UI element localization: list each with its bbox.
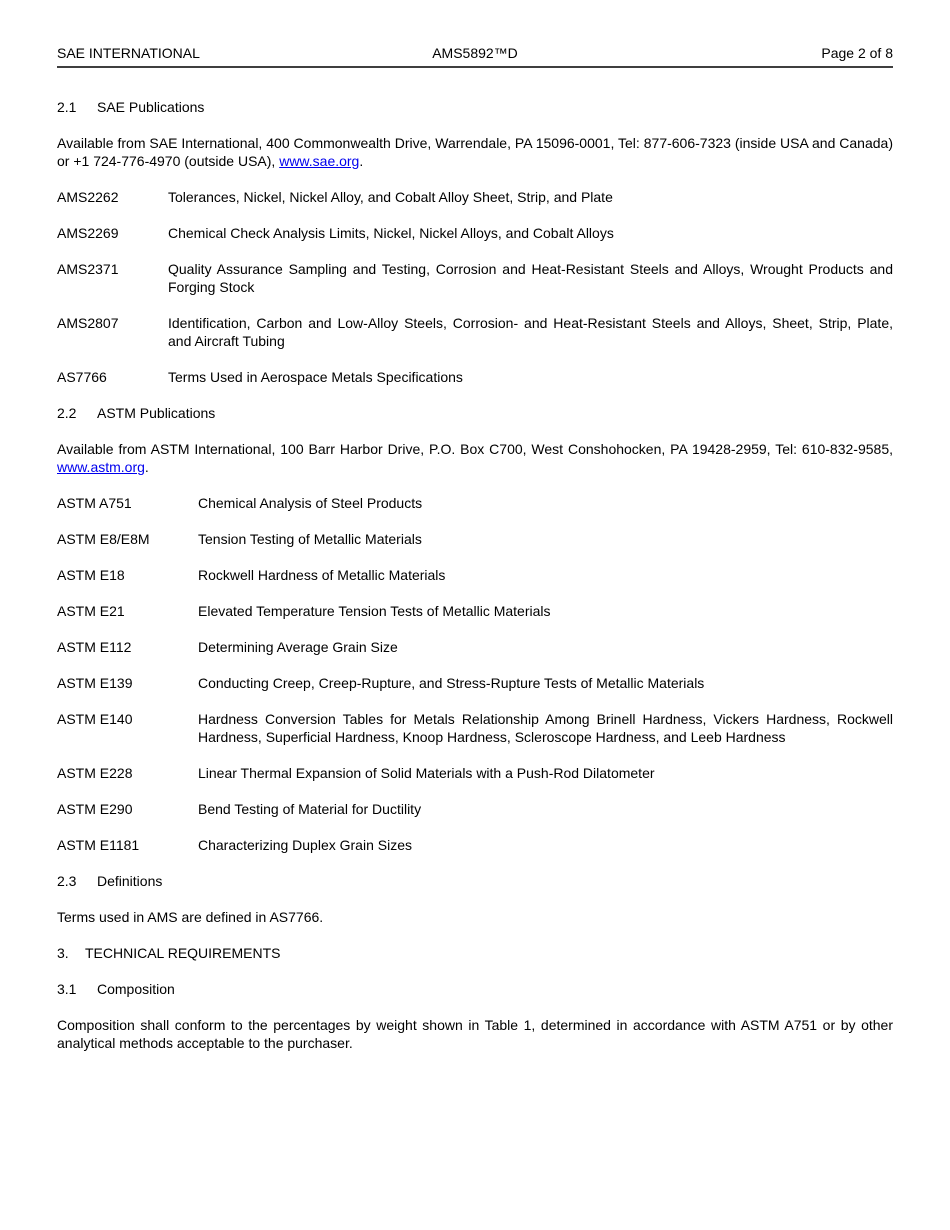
section-title: SAE Publications bbox=[97, 99, 205, 115]
reference-row-astm-e8 bbox=[57, 530, 893, 548]
section-title: Composition bbox=[97, 981, 175, 997]
reference-code: ASTM E228 bbox=[57, 765, 133, 781]
reference-title: Identification, Carbon and Low-Alloy Steels, Corrosion- and Heat-Resistant Steels and Alloys, Sheet, Strip, Plate, and Aircraft Tubing bbox=[168, 315, 893, 349]
section-heading-2-2 bbox=[57, 404, 893, 422]
astm-org-link[interactable]: www.astm.org bbox=[57, 459, 145, 475]
reference-title: Tension Testing of Metallic Materials bbox=[198, 531, 422, 547]
reference-row-astm-e140 bbox=[57, 710, 893, 746]
reference-title: Rockwell Hardness of Metallic Materials bbox=[198, 567, 446, 583]
reference-row-as7766 bbox=[57, 368, 893, 386]
reference-code: ASTM A751 bbox=[57, 495, 132, 511]
reference-code: ASTM E140 bbox=[57, 711, 133, 727]
section-title: ASTM Publications bbox=[97, 405, 216, 421]
reference-title: Tolerances, Nickel, Nickel Alloy, and Cobalt Alloy Sheet, Strip, and Plate bbox=[168, 189, 613, 205]
page-header bbox=[57, 44, 893, 62]
astm-availability-period: . bbox=[144, 459, 149, 475]
definitions-paragraph: Terms used in AMS are defined in AS7766. bbox=[57, 909, 324, 925]
section-title: TECHNICAL REQUIREMENTS bbox=[85, 945, 281, 961]
reference-code: ASTM E139 bbox=[57, 675, 133, 691]
reference-row-astm-e1181 bbox=[57, 836, 893, 854]
reference-row-astm-e21 bbox=[57, 602, 893, 620]
astm-availability-paragraph bbox=[57, 440, 893, 476]
reference-code: ASTM E21 bbox=[57, 603, 125, 619]
section-title: Definitions bbox=[97, 873, 163, 889]
reference-title: Elevated Temperature Tension Tests of Metallic Materials bbox=[198, 603, 551, 619]
reference-row-astm-e139 bbox=[57, 674, 893, 692]
reference-row-astm-a751 bbox=[57, 494, 893, 512]
reference-row-astm-e228 bbox=[57, 764, 893, 782]
reference-code: ASTM E1181 bbox=[57, 837, 140, 853]
sae-org-link[interactable]: www.sae.org bbox=[279, 153, 360, 169]
header-page-number: Page 2 of 8 bbox=[821, 45, 893, 61]
reference-code: ASTM E8/E8M bbox=[57, 531, 150, 547]
section-heading-2-1 bbox=[57, 98, 893, 116]
sae-availability-paragraph bbox=[57, 134, 893, 170]
reference-code: AMS2371 bbox=[57, 261, 119, 277]
reference-row-ams2262 bbox=[57, 188, 893, 206]
reference-code: ASTM E290 bbox=[57, 801, 133, 817]
reference-row-astm-e112 bbox=[57, 638, 893, 656]
astm-availability-text: Available from ASTM International, 100 Barr Harbor Drive, P.O. Box C700, West Conshohocken, PA 19428-2959, Tel: 610-832-9585, bbox=[57, 441, 893, 457]
reference-title: Bend Testing of Material for Ductility bbox=[198, 801, 422, 817]
reference-code: AMS2269 bbox=[57, 225, 119, 241]
header-rule bbox=[57, 66, 893, 68]
reference-title: Chemical Analysis of Steel Products bbox=[198, 495, 423, 511]
section-number: 3. bbox=[57, 945, 69, 961]
section-number: 2.3 bbox=[57, 873, 77, 889]
reference-title: Characterizing Duplex Grain Sizes bbox=[198, 837, 412, 853]
section-heading-2-3 bbox=[57, 872, 893, 890]
section-heading-3-1 bbox=[57, 980, 893, 998]
header-document-number: AMS5892™D bbox=[432, 45, 518, 61]
reference-row-astm-e290 bbox=[57, 800, 893, 818]
reference-title: Hardness Conversion Tables for Metals Relationship Among Brinell Hardness, Vickers Hardness, Rockwell Hardness, Superficial Hardness, Knoop Hardness, Scleroscope Hardness, and Leeb Hardness bbox=[198, 711, 893, 745]
reference-title: Terms Used in Aerospace Metals Specifications bbox=[168, 369, 463, 385]
reference-title: Quality Assurance Sampling and Testing, Corrosion and Heat-Resistant Steels and Alloys, Wrought Products and Forging Stock bbox=[168, 261, 893, 295]
reference-code: AMS2807 bbox=[57, 315, 119, 331]
reference-code: AMS2262 bbox=[57, 189, 119, 205]
header-company: SAE INTERNATIONAL bbox=[57, 45, 200, 61]
reference-code: ASTM E112 bbox=[57, 639, 132, 655]
reference-code: ASTM E18 bbox=[57, 567, 125, 583]
reference-row-ams2269 bbox=[57, 224, 893, 242]
section-heading-3 bbox=[57, 944, 893, 962]
reference-title: Chemical Check Analysis Limits, Nickel, Nickel Alloys, and Cobalt Alloys bbox=[168, 225, 614, 241]
reference-row-ams2371 bbox=[57, 260, 893, 296]
reference-code: AS7766 bbox=[57, 369, 107, 385]
sae-availability-text: Available from SAE International, 400 Commonwealth Drive, Warrendale, PA 15096-0001, Tel: 877-606-7323 (inside USA and Canada) or +1 724-776-4970 (outside USA), bbox=[57, 135, 893, 169]
reference-row-astm-e18 bbox=[57, 566, 893, 584]
composition-paragraph: Composition shall conform to the percentages by weight shown in Table 1, determined in accordance with ASTM A751 or by other analytical methods acceptable to the purchaser. bbox=[57, 1017, 893, 1051]
reference-title: Conducting Creep, Creep-Rupture, and Stress-Rupture Tests of Metallic Materials bbox=[198, 675, 705, 691]
reference-title: Determining Average Grain Size bbox=[198, 639, 398, 655]
section-number: 3.1 bbox=[57, 981, 77, 997]
section-number: 2.2 bbox=[57, 405, 77, 421]
sae-availability-period: . bbox=[359, 153, 364, 169]
section-number: 2.1 bbox=[57, 99, 77, 115]
reference-row-ams2807 bbox=[57, 314, 893, 350]
reference-title: Linear Thermal Expansion of Solid Materials with a Push-Rod Dilatometer bbox=[198, 765, 655, 781]
